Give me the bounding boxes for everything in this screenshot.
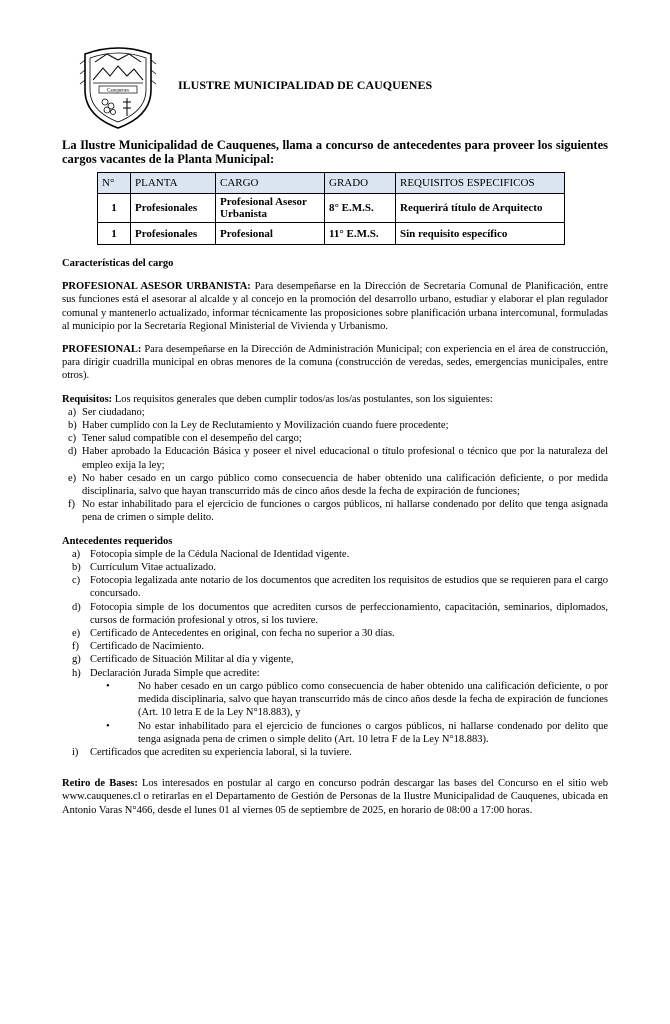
list-marker: h) bbox=[72, 667, 81, 679]
list-marker: d) bbox=[72, 601, 81, 613]
retiro-bases-paragraph bbox=[62, 777, 608, 817]
asesor-urbanista-lead: PROFESIONAL ASESOR URBANISTA: bbox=[62, 281, 251, 293]
list-marker: c) bbox=[72, 575, 81, 587]
list-item bbox=[62, 561, 608, 574]
list-item bbox=[62, 445, 608, 471]
list-item-text: Haber cumplido con la Ley de Reclutamiento y Movilización cuando fuere procedente; bbox=[82, 420, 449, 432]
list-item-text: Certificado de Nacimiento. bbox=[90, 641, 204, 653]
logo-text: Cauquenes bbox=[107, 88, 129, 94]
requisitos-list bbox=[62, 406, 608, 525]
list-item bbox=[62, 498, 608, 524]
antecedentes-heading: Antecedentes requeridos bbox=[62, 535, 173, 547]
retiro-bases-text: Los interesados en postular al cargo en concurso podrán descargar las bases del Concurso en el sitio web www.cauquenes.cl o retirarlas en el Departamento de Gestión de Personas de la Ilustre Municipalidad de Cauquenes, ubicada en Antonio Varas N°466, desde el lunes 01 al viernes 05 de septiembre de 2025, en horario de 08:00 a 17:00 horas. bbox=[62, 778, 609, 816]
table-cell-requisitos: Sin requisito específico bbox=[396, 223, 565, 245]
list-marker: i) bbox=[72, 746, 79, 758]
list-marker: g) bbox=[72, 654, 81, 666]
document-body bbox=[62, 257, 608, 817]
list-marker: b) bbox=[72, 562, 81, 574]
list-marker: e) bbox=[72, 628, 81, 640]
profesional-text: Para desempeñarse en la Dirección de Administración Municipal; con experiencia en el área de construcción, para dirigir cuadrilla municipal en obras menores de la comuna (construcción de veredas, sedes, emergencias municipales, entre otros). bbox=[62, 344, 608, 382]
list-marker: f) bbox=[72, 641, 79, 653]
list-item-text: Certificados que acrediten su experiencia laboral, si la tuviere. bbox=[90, 746, 352, 758]
bullet-text: No haber cesado en un cargo público como consecuencia de haber obtenido una calificación deficiente, o por medida disciplinaria, salvo que hayan transcurrido más de cinco años desde la fecha de expiración de funciones (Art. 10 letra E de la Ley N°18.883), y bbox=[138, 680, 608, 719]
table-cell-requisitos: Requerirá título de Arquitecto bbox=[396, 194, 565, 223]
list-marker: b) bbox=[68, 420, 77, 432]
table-cell-number: 1 bbox=[98, 194, 131, 223]
requisitos-paragraph bbox=[62, 393, 608, 406]
municipal-coat-of-arms-icon bbox=[77, 40, 159, 130]
list-item bbox=[62, 627, 608, 640]
asesor-urbanista-text: Para desempeñarse en la Dirección de Secretaría Comunal de Planificación, entre sus funciones está el asesorar al alcalde y al concejo en la promoción del desarrollo urbano, estudiar y elaborar el plan regulador comunal y mantenerlo actualizado, informar técnicamente las proposiciones sobre planificación urbana intercomunal, formuladas al municipio por la Secretaría Regional Ministerial de Vivienda y Urbanismo. bbox=[62, 281, 608, 332]
antecedentes-list bbox=[62, 548, 608, 680]
list-item bbox=[62, 472, 608, 498]
intro-paragraph: La Ilustre Municipalidad de Cauquenes, llama a concurso de antecedentes para proveer los siguientes cargos vacantes de la Planta Municipal: bbox=[62, 137, 608, 166]
list-item bbox=[62, 419, 608, 432]
list-item-text: Currículum Vitae actualizado. bbox=[90, 562, 217, 574]
list-item bbox=[62, 406, 608, 419]
list-item-text: Fotocopia simple de la Cédula Nacional de Identidad vigente. bbox=[90, 548, 350, 560]
table-cell-cargo: Profesional Asesor Urbanista bbox=[216, 194, 325, 223]
list-item-text: Certificado de Antecedentes en original, con fecha no superior a 30 días. bbox=[90, 628, 395, 640]
retiro-bases-lead: Retiro de Bases: bbox=[62, 778, 138, 790]
list-item-text: Ser ciudadano; bbox=[82, 406, 145, 418]
declaracion-bullet-list bbox=[62, 680, 608, 746]
list-item-text: Fotocopia legalizada ante notario de los documentos que acrediten los requisitos de estudios que se requieren para el cargo concursado. bbox=[90, 575, 608, 600]
list-item-text: Certificado de Situación Militar al día y vigente, bbox=[90, 654, 294, 666]
bullet-text: No estar inhabilitado para el ejercicio de funciones o cargos públicos, ni hallarse condenado por delito que tenga asignada pena de crimen o simple delito (Art. 10 letra F de la Ley N°18.883). bbox=[138, 720, 608, 745]
column-header-cargo: CARGO bbox=[216, 173, 325, 194]
column-header-grado: GRADO bbox=[325, 173, 396, 194]
header-title: ILUSTRE MUNICIPALIDAD DE CAUQUENES bbox=[178, 78, 433, 92]
list-marker: c) bbox=[68, 433, 77, 445]
caracteristicas-heading: Características del cargo bbox=[62, 258, 174, 269]
table-cell-cargo: Profesional bbox=[216, 223, 325, 245]
asesor-urbanista-paragraph bbox=[62, 280, 608, 333]
list-item-text: No haber cesado en un cargo público como consecuencia de haber obtenido una calificación deficiente, o por medida disciplinaria, salvo que hayan transcurrido más de cinco años desde la fecha de expiración de funciones; bbox=[82, 472, 608, 498]
column-header-number: N° bbox=[98, 173, 131, 194]
list-marker: e) bbox=[68, 472, 77, 484]
list-item bbox=[62, 548, 608, 561]
list-item-text: Haber aprobado la Educación Básica y poseer el nivel educacional o título profesional o técnico que por la naturaleza del empleo exija la ley; bbox=[82, 446, 608, 471]
list-item-text: No estar inhabilitado para el ejercicio de funciones o cargos públicos, ni hallarse condenado por delito que tenga asignada pena de crimen o simple delito. bbox=[82, 499, 608, 524]
list-item bbox=[62, 667, 608, 680]
table-cell-planta: Profesionales bbox=[131, 223, 216, 245]
list-marker: a) bbox=[68, 406, 77, 418]
antecedentes-list-continued bbox=[62, 746, 608, 759]
table-cell-grado: 8° E.M.S. bbox=[325, 194, 396, 223]
column-header-planta: PLANTA bbox=[131, 173, 216, 194]
list-item-text: Tener salud compatible con el desempeño del cargo; bbox=[82, 433, 302, 445]
table-row bbox=[98, 194, 565, 223]
list-item-text: Fotocopia simple de los documentos que acrediten cursos de perfeccionamiento, capacitación, seminarios, diplomados, cursos de formación profesional y otros, si los tuviere. bbox=[90, 601, 608, 626]
list-item bbox=[62, 601, 608, 627]
table-cell-number: 1 bbox=[98, 223, 131, 245]
bullet-icon: • bbox=[106, 720, 110, 732]
list-marker: f) bbox=[68, 499, 75, 511]
positions-table bbox=[97, 172, 565, 245]
list-item bbox=[62, 746, 608, 759]
list-item bbox=[62, 574, 608, 600]
requisitos-lead: Requisitos: bbox=[62, 393, 113, 405]
bullet-icon: • bbox=[106, 680, 110, 692]
column-header-requisitos: REQUISITOS ESPECIFICOS bbox=[396, 173, 565, 194]
requisitos-intro: Los requisitos generales que deben cumplir todos/as los/as postulantes, son los siguientes: bbox=[112, 393, 493, 405]
bullet-item bbox=[62, 680, 608, 720]
list-item-text: Declaración Jurada Simple que acredite: bbox=[90, 667, 260, 679]
list-item bbox=[62, 432, 608, 445]
table-cell-planta: Profesionales bbox=[131, 194, 216, 223]
list-item bbox=[62, 653, 608, 666]
table-header-row bbox=[98, 173, 565, 194]
bullet-item bbox=[62, 720, 608, 746]
table-row bbox=[98, 223, 565, 245]
profesional-lead: PROFESIONAL: bbox=[62, 344, 142, 356]
list-marker: d) bbox=[68, 446, 77, 458]
table-cell-grado: 11° E.M.S. bbox=[325, 223, 396, 245]
list-item bbox=[62, 640, 608, 653]
profesional-paragraph bbox=[62, 343, 608, 383]
list-marker: a) bbox=[72, 548, 81, 560]
